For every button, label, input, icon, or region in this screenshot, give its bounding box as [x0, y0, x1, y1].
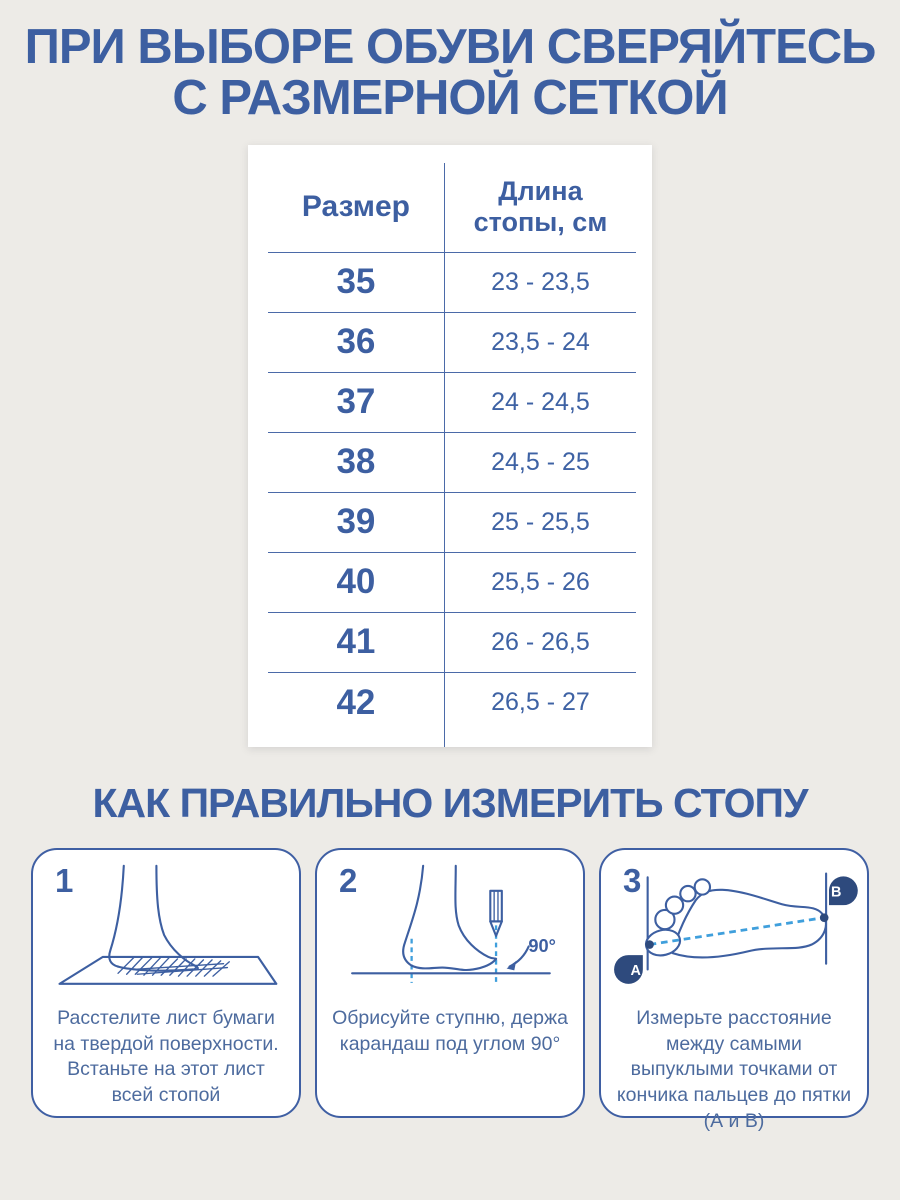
- step-card-3: [599, 848, 869, 1132]
- size-cell: 40: [336, 562, 376, 602]
- size-column-header: Размер: [301, 190, 410, 224]
- measure-steps: [31, 848, 869, 1132]
- table-row: [268, 553, 636, 613]
- page-title-line1: ПРИ ВЫБОРЕ ОБУВИ СВЕРЯЙТЕСЬ: [24, 20, 876, 74]
- step-caption: Измерьте расстояние между самыми выпуклыми точками от кончика пальцев до пятки (А и В): [616, 1006, 852, 1132]
- size-cell: 37: [336, 382, 376, 422]
- size-cell: 38: [336, 442, 376, 482]
- size-table-card: [248, 145, 652, 747]
- size-cell: 35: [336, 262, 376, 302]
- length-cell: 23 - 23,5: [444, 253, 636, 312]
- angle-label: 90°: [528, 936, 556, 957]
- length-cell: 25,5 - 26: [444, 553, 636, 612]
- table-divider-tail: [268, 733, 636, 747]
- step-card-2: [315, 848, 585, 1118]
- table-row: [268, 673, 636, 733]
- step-number: 1: [55, 861, 74, 899]
- step-number: 3: [623, 861, 642, 899]
- size-cell: 36: [336, 322, 376, 362]
- measure-section-title: КАК ПРАВИЛЬНО ИЗМЕРИТЬ СТОПУ: [92, 779, 808, 826]
- length-cell: 26,5 - 27: [444, 673, 636, 733]
- page-title-line2: С РАЗМЕРНОЙ СЕТКОЙ: [172, 70, 728, 125]
- table-row: [268, 613, 636, 673]
- step-number: 2: [339, 861, 358, 899]
- length-cell: 23,5 - 24: [444, 313, 636, 372]
- foot-pencil-icon: [325, 862, 575, 1004]
- size-cell: 42: [336, 682, 376, 722]
- foot-on-paper-icon: [41, 862, 291, 1004]
- step-caption: Обрисуйте ступню, держа карандаш под углом 90°: [332, 1006, 568, 1055]
- size-cell: 41: [336, 622, 376, 662]
- table-row: [268, 313, 636, 373]
- point-b-label: В: [830, 884, 842, 901]
- length-cell: 24 - 24,5: [444, 373, 636, 432]
- table-row: [268, 253, 636, 313]
- size-cell: 39: [336, 502, 376, 542]
- point-a-label: А: [630, 963, 641, 980]
- length-cell: 24,5 - 25: [444, 433, 636, 492]
- length-cell: 26 - 26,5: [444, 613, 636, 672]
- step-caption: Расстелите лист бумаги на твердой поверхности. Встаньте на этот лист всей стопой: [53, 1006, 279, 1107]
- length-cell: 25 - 25,5: [444, 493, 636, 552]
- table-row: [268, 493, 636, 553]
- step-card-1: [31, 848, 301, 1118]
- length-column-header: Длина стопы, см: [444, 163, 636, 252]
- table-row: [268, 433, 636, 493]
- table-row: [268, 373, 636, 433]
- size-table-header-row: [268, 163, 636, 253]
- page-title: [0, 22, 900, 124]
- foot-measure-icon: [609, 862, 859, 1004]
